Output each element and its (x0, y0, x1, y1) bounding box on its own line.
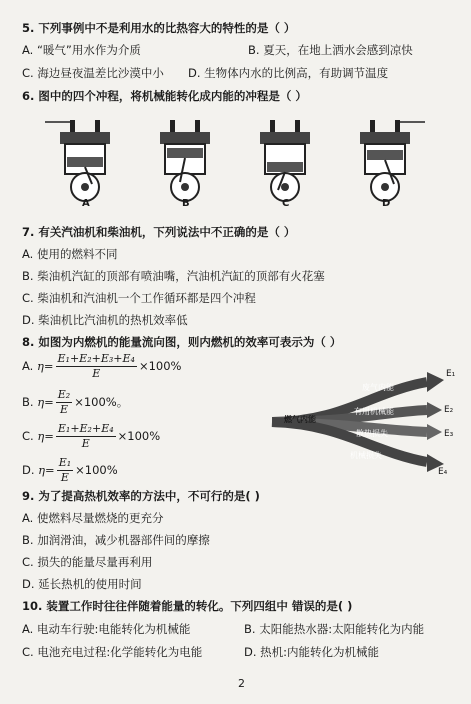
engine-a-diagram (45, 120, 110, 201)
q9-option-b: B. 加润滑油，减少机器部件间的摩擦 (22, 533, 210, 547)
q8-option-c-tail: ×100% (117, 429, 161, 443)
q8-option-a-label: A. (22, 359, 34, 373)
q7-stem: 7. 有关汽油机和柴油机，下列说法中不正确的是（ ） (22, 225, 296, 239)
q8-option-b-denominator: E (59, 403, 68, 416)
q8-option-c-denominator: E (81, 437, 90, 450)
page-number: 2 (238, 677, 245, 690)
engine-c-label: C (282, 198, 290, 209)
q9-option-c: C. 损失的能量尽量再利用 (22, 555, 153, 569)
q8-stem: 8. 如图为内燃机的能量流向图，则内燃机的效率可表示为（ ） (22, 335, 342, 349)
q8-eta-b: η= (37, 395, 54, 409)
q5-option-d: D. 生物体内水的比例高，有助调节温度 (188, 66, 389, 80)
q8-option-d (22, 456, 118, 485)
flow-e4-label: E₄ (438, 467, 448, 477)
q8-option-a-denominator: E (92, 367, 101, 380)
q8-option-d-tail: ×100% (75, 463, 118, 477)
flow-e1-label: E₁ (446, 369, 456, 379)
q8-option-b-label: B. (22, 395, 34, 409)
q10-option-d: D. 热机:内能转化为机械能 (244, 645, 380, 659)
engine-a-label: A (82, 198, 90, 209)
q10-option-c: C. 电池充电过程:化学能转化为电能 (22, 645, 203, 659)
flow-arrowhead-e1 (427, 372, 444, 392)
q8-option-c-numerator: E₁+E₂+E₄ (57, 422, 114, 435)
q8-option-c (22, 422, 160, 451)
q8-eta-a: η= (36, 359, 54, 373)
q8-option-d-denominator: E (60, 471, 69, 484)
flow-e3-label: E₃ (444, 429, 454, 439)
flow-e2-label: E₂ (444, 405, 454, 415)
engine-b-diagram (160, 120, 210, 201)
q8-option-a (22, 352, 181, 381)
flow-arrow4-label: 机械损失 (350, 451, 382, 460)
q7-option-c: C. 柴油机和汽油机一个工作循环都是四个冲程 (22, 291, 256, 305)
flow-arrow2-label: 有用机械能 (354, 407, 394, 416)
q8-option-d-fraction (57, 456, 73, 485)
q8-option-b-tail: ×100%。 (74, 395, 129, 409)
q8-option-a-numerator: E₁+E₂+E₃+E₄ (57, 352, 135, 365)
flow-arrow1-label: 废气内能 (362, 383, 394, 392)
engine-strokes-figure (40, 112, 440, 212)
q8-option-b (22, 388, 128, 417)
q8-option-a-tail: ×100% (138, 359, 182, 373)
engine-b-label: B (182, 198, 190, 209)
q8-option-c-fraction (56, 422, 116, 451)
q9-option-d: D. 延长热机的使用时间 (22, 577, 142, 591)
q10-option-b: B. 太阳能热水器:太阳能转化为内能 (244, 622, 425, 636)
q8-option-b-numerator: E₂ (57, 388, 71, 401)
q9-stem: 9. 为了提高热机效率的方法中，不可行的是( ) (22, 489, 260, 503)
engine-d-label: D (382, 198, 391, 209)
flow-source-label: 燃气内能 (284, 415, 316, 424)
q7-option-b: B. 柴油机汽缸的顶部有喷油嘴，汽油机汽缸的顶部有火花塞 (22, 269, 325, 283)
q5-option-a: A. “暖气”用水作为介质 (22, 43, 141, 57)
engine-c-diagram (260, 120, 310, 201)
q8-option-c-label: C. (22, 429, 34, 443)
q5-option-c: C. 海边昼夜温差比沙漠中小 (22, 66, 164, 80)
q8-eta-d: η= (38, 463, 55, 477)
q5-option-b: B. 夏天，在地上洒水会感到凉快 (248, 43, 413, 57)
q10-stem: 10. 装置工作时往往伴随着能量的转化。下列四组中 错误的是( ) (22, 599, 353, 613)
q9-option-a: A. 使燃料尽量燃烧的更充分 (22, 511, 164, 525)
flow-arrowhead-e2 (427, 402, 442, 418)
q10-option-a: A. 电动车行驶:电能转化为机械能 (22, 622, 191, 636)
q8-eta-c: η= (37, 429, 54, 443)
engine-d-diagram (360, 120, 425, 201)
q7-option-d: D. 柴油机比汽油机的热机效率低 (22, 313, 188, 327)
q8-option-a-fraction (56, 352, 137, 381)
q8-option-d-label: D. (22, 463, 35, 477)
flow-arrowhead-e3 (427, 424, 442, 440)
q6-stem: 6. 图中的四个冲程，将机械能转化成内能的冲程是（ ） (22, 89, 307, 103)
q8-option-d-numerator: E₁ (58, 456, 72, 469)
q8-option-b-fraction (56, 388, 72, 417)
flow-arrow3-label: 散热损失 (356, 429, 388, 438)
q5-stem: 5. 下列事例中不是利用水的比热容大的特性的是（ ） (22, 21, 296, 35)
q7-option-a: A. 使用的燃料不同 (22, 247, 118, 261)
